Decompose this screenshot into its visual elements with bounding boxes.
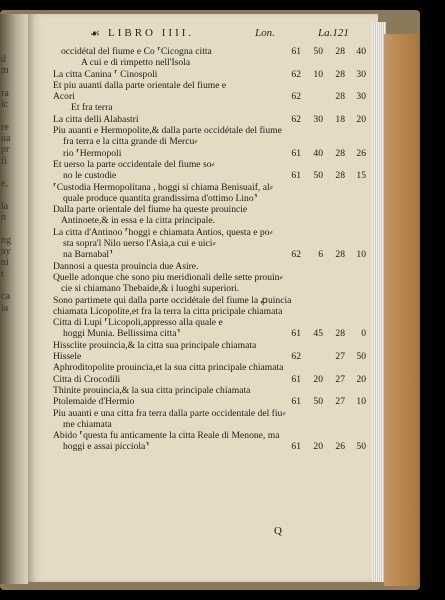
longitude-value: 20	[313, 373, 323, 385]
text-line	[53, 249, 373, 260]
text-line	[53, 374, 373, 385]
longitude-value: 45	[313, 328, 323, 340]
left-page-fragment: m	[1, 65, 9, 77]
latitude-value: 18	[335, 113, 345, 125]
text-line	[53, 227, 373, 238]
latitude-value: 15	[356, 170, 366, 182]
line-text: Hissele	[53, 351, 82, 363]
line-text: quale produce quantita grandissima d'ottimo Lino⸣	[63, 192, 258, 204]
longitude-value: 61	[291, 46, 301, 57]
text-line	[53, 419, 373, 430]
longitude-value: 62	[291, 68, 301, 80]
left-page-fragment: ra	[1, 87, 9, 99]
line-text: rio ⸢Hermopoli	[63, 147, 122, 159]
text-line	[53, 430, 373, 441]
line-text: Hissclite prouincia,& la citta sua principale chiamata	[53, 339, 257, 351]
line-text: Piu auanti e una citta fra terra dalla parte occidentale del fiu⸗	[53, 407, 286, 419]
page-header	[90, 27, 380, 41]
line-text: fra terra e la citta grande di Mercu⸗	[63, 136, 198, 148]
latitude-value: 28	[335, 147, 345, 159]
text-line	[53, 408, 373, 419]
catchword: Q	[274, 525, 282, 537]
longitude-value: 10	[313, 68, 323, 80]
latitude-value: 27	[335, 396, 345, 408]
text-line	[53, 283, 373, 294]
longitude-value: 50	[313, 46, 323, 57]
line-text: Et uerso la parte occidentale del fiume so⸗	[53, 158, 215, 170]
longitude-value: 62	[291, 249, 301, 261]
line-text: hoggi e assai picciola⸣	[63, 441, 150, 453]
latitude-value: 28	[335, 249, 345, 261]
text-line	[53, 441, 373, 452]
latitude-value: 26	[335, 441, 345, 453]
line-text: Sono partimete qui dalla parte occidétale del fiume la ꝓuincia	[53, 294, 292, 306]
latitude-label: La.121	[318, 27, 349, 39]
left-page-fragment: t	[1, 268, 4, 280]
text-line	[53, 46, 373, 57]
line-text: hoggi Munia. Bellissima citta⸣	[63, 328, 181, 340]
latitude-value: 30	[356, 68, 366, 80]
text-line	[53, 204, 373, 215]
line-text: Et fra terra	[71, 102, 113, 114]
text-line	[53, 136, 373, 147]
left-page-fragment: re	[1, 121, 9, 133]
fleuron-icon: ☙	[90, 28, 102, 40]
latitude-value: 0	[361, 328, 366, 340]
line-text: La citta delli Alabastri	[53, 113, 139, 125]
text-line	[53, 272, 373, 283]
latitude-value: 10	[356, 396, 366, 408]
left-page-fragment: fi	[1, 155, 8, 167]
longitude-value: 62	[291, 351, 301, 363]
book-title: LIBRO IIII.	[108, 27, 195, 39]
text-line	[53, 69, 373, 80]
left-page-fragment: d	[1, 54, 6, 65]
left-page-fragment: ua	[1, 133, 11, 145]
longitude-value: 6	[318, 249, 323, 261]
text-line	[53, 261, 373, 272]
text-line	[53, 159, 373, 170]
line-text: Dalla parte orientale del fiume ha queste prouincie	[53, 204, 248, 216]
left-page-edge	[0, 14, 28, 584]
longitude-value: 62	[291, 113, 301, 125]
text-line	[53, 170, 373, 181]
text-line	[53, 148, 373, 159]
line-text: Dannosi a questa prouincia due Asire.	[53, 260, 199, 272]
latitude-value: 20	[356, 113, 366, 125]
line-text: La citta d'Antinoo ⸢hoggi e chiamata Antios, questa e po⸗	[53, 226, 273, 238]
text-line	[53, 215, 373, 226]
latitude-value: 50	[356, 351, 366, 363]
line-text: Thinite prouincia,& la sua citta principale chiamata	[53, 384, 251, 396]
longitude-value: 30	[313, 113, 323, 125]
latitude-value: 30	[356, 91, 366, 103]
line-text: Abido ⸢questa fu anticamente la citta Reale di Menone, ma	[53, 430, 280, 442]
latitude-value: 28	[335, 328, 345, 340]
text-line	[53, 80, 373, 91]
line-text: ⸢Custodia Hermopolitana , hoggi si chiama Benisuaif, al⸗	[53, 181, 273, 193]
text-line	[53, 317, 373, 328]
longitude-value: 61	[291, 170, 301, 182]
line-text: chiamata Licopolite,et fra la terra la citta pricipale chiamata	[53, 305, 283, 317]
text-line	[53, 396, 373, 407]
longitude-value: 50	[313, 170, 323, 182]
line-text: Et piu auanti dalla parte orientale del fiume e	[53, 79, 227, 91]
text-line	[53, 340, 373, 351]
left-page-fragment: ni	[1, 257, 9, 269]
page-text	[53, 46, 373, 453]
longitude-value: 61	[291, 373, 301, 385]
text-line	[53, 102, 373, 113]
line-text: Acori	[53, 91, 75, 103]
text-line	[53, 114, 373, 125]
text-line	[53, 238, 373, 249]
latitude-value: 10	[356, 249, 366, 261]
left-page-fragment: la	[1, 200, 9, 212]
text-line	[53, 362, 373, 373]
line-text: na Barnabal⸣	[63, 249, 113, 261]
line-text: A cui e di rimpetto nell'Isola	[81, 57, 191, 69]
left-page-fragment: pr	[1, 144, 10, 156]
line-text: no le custodie	[63, 170, 117, 182]
latitude-value: 28	[335, 46, 345, 57]
latitude-value: 28	[335, 170, 345, 182]
text-line	[53, 193, 373, 204]
longitude-value: 62	[291, 91, 301, 103]
longitude-value: 20	[313, 441, 323, 453]
text-line	[53, 91, 373, 102]
latitude-value: 20	[356, 373, 366, 385]
text-line	[53, 328, 373, 339]
left-page-fragment: ia	[1, 302, 9, 314]
book-board	[384, 34, 418, 586]
text-line	[53, 306, 373, 317]
line-text: me chiamata	[63, 418, 112, 430]
latitude-value: 27	[335, 373, 345, 385]
longitude-value: 61	[291, 328, 301, 340]
text-line	[53, 57, 373, 68]
latitude-value: 28	[335, 68, 345, 80]
line-text: occidétal del fiume e Co ⸢Cicogna citta	[61, 46, 212, 57]
left-page-fragment: ic	[1, 99, 9, 111]
line-text: Antinoete,& in essa e la citta principale.	[61, 215, 215, 227]
line-text: Citta di Crocodili	[53, 373, 121, 385]
line-text: La citta Canina ⸢ Cinospoli	[53, 68, 158, 80]
line-text: Quelle adonque che sono piu meridionali delle sette prouin⸗	[53, 271, 283, 283]
longitude-value: 40	[313, 147, 323, 159]
text-line	[53, 125, 373, 136]
line-text: sta sopra'l Nilo uerso l'Asia,a cui e uici⸗	[63, 238, 216, 250]
text-line	[53, 295, 373, 306]
longitude-value: 50	[313, 396, 323, 408]
left-page-fragment: n	[1, 212, 6, 224]
text-line	[53, 182, 373, 193]
latitude-value: 27	[335, 351, 345, 363]
latitude-value: 50	[356, 441, 366, 453]
left-page-fragment: ng	[1, 234, 11, 246]
line-text: Aphroditopolite prouincia,et la sua citta principale chiamata	[53, 362, 284, 374]
latitude-value: 40	[356, 46, 366, 57]
line-text: Piu auanti e Hermopolite,& dalla parte occidétale del fiume	[53, 125, 282, 137]
text-line	[53, 385, 373, 396]
line-text: Citta di Lupi ⸢Licopoli,appresso alla quale e	[53, 317, 223, 329]
longitude-value: 61	[291, 441, 301, 453]
left-page-fragment: ay	[1, 246, 11, 258]
latitude-value: 28	[335, 91, 345, 103]
latitude-value: 26	[356, 147, 366, 159]
left-page-fragment: ca	[1, 291, 10, 303]
longitude-value: 61	[291, 147, 301, 159]
line-text: cie si chiamano Thebaide,& i luoghi superiori.	[61, 283, 240, 295]
line-text: Ptolemaide d'Hermio	[53, 396, 135, 408]
longitude-label: Lon.	[255, 27, 275, 39]
text-line	[53, 351, 373, 362]
longitude-value: 61	[291, 396, 301, 408]
left-page-fragment: e,	[1, 178, 8, 190]
